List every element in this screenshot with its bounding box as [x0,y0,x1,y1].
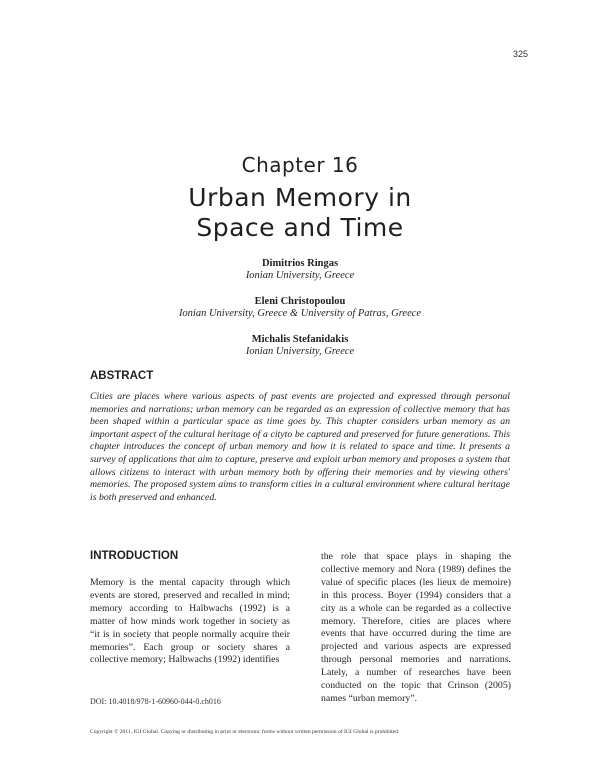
chapter-title-line-2: Space and Time [196,213,404,242]
author-affiliation: Ionian University, Greece [245,346,355,357]
page-number: 325 [512,49,528,59]
author-affiliation: Ionian University, Greece & University of Patras, Greece [178,308,422,319]
chapter-title [0,183,600,243]
author-name: Dimitrios Ringas [261,258,339,269]
chapter-label: Chapter 16 [241,153,359,177]
author-block [100,296,500,320]
author-block [100,334,500,358]
author-name: Eleni Christopoulou [254,296,346,307]
introduction-heading: INTRODUCTION [90,550,179,562]
abstract-heading: ABSTRACT [90,370,154,382]
author-list [100,258,500,372]
chapter-title-line-1: Urban Memory in [188,183,412,212]
author-block [100,258,500,282]
abstract-text: Cities are places where various aspects of past events are projected and expressed through personal memories and narrations; urban memory can be regarded as an expression of collective memory that has been shaped within a particular space as time goes by. This chapter considers urban memory as an important aspect of the cultural heritage of a cityto be captured and preserved for future generations. This chapter introduces the concept of urban memory and how it is related to space and time. It presents a survey of applications that aim to capture, preserve and exploit urban memory and proposes a system that allows citizens to interact with urban memory both by offering their memories and by viewing others' memories. The proposed system aims to transform cities in a cultural environment where cultural heritage is both preserved and enhanced. [90,391,510,503]
author-name: Michalis Stefanidakis [251,334,349,345]
copyright-notice: Copyright © 2011, IGI Global. Copying or distributing in print or electronic forms without written permission of IGI Global is prohibited. [90,729,400,735]
doi: DOI: 10.4018/978-1-60960-044-0.ch016 [90,697,221,706]
author-affiliation: Ionian University, Greece [245,270,355,281]
introduction-right-column: the role that space plays in shaping the collective memory and Nora (1989) defines the value of specific places (les lieux de memoire) in this process. Boyer (1994) considers that a city as a whole can be regarded as a collective memory. Therefore, cities are places where events that have occurred during the time are projected and various aspects are expressed through personal memories and narrations. Lately, a number of researches have been conducted on the topic that Crinson (2005) names “urban memory”. [321,551,511,704]
introduction-left-column: Memory is the mental capacity through which events are stored, preserved and recalled in mind; memory according to Halbwachs (1992) is a matter of how minds work together in society as “it is in society that people normally acquire their memories”. Each group or society shares a collective memory; Halbwachs (1992) identifies [90,577,290,666]
